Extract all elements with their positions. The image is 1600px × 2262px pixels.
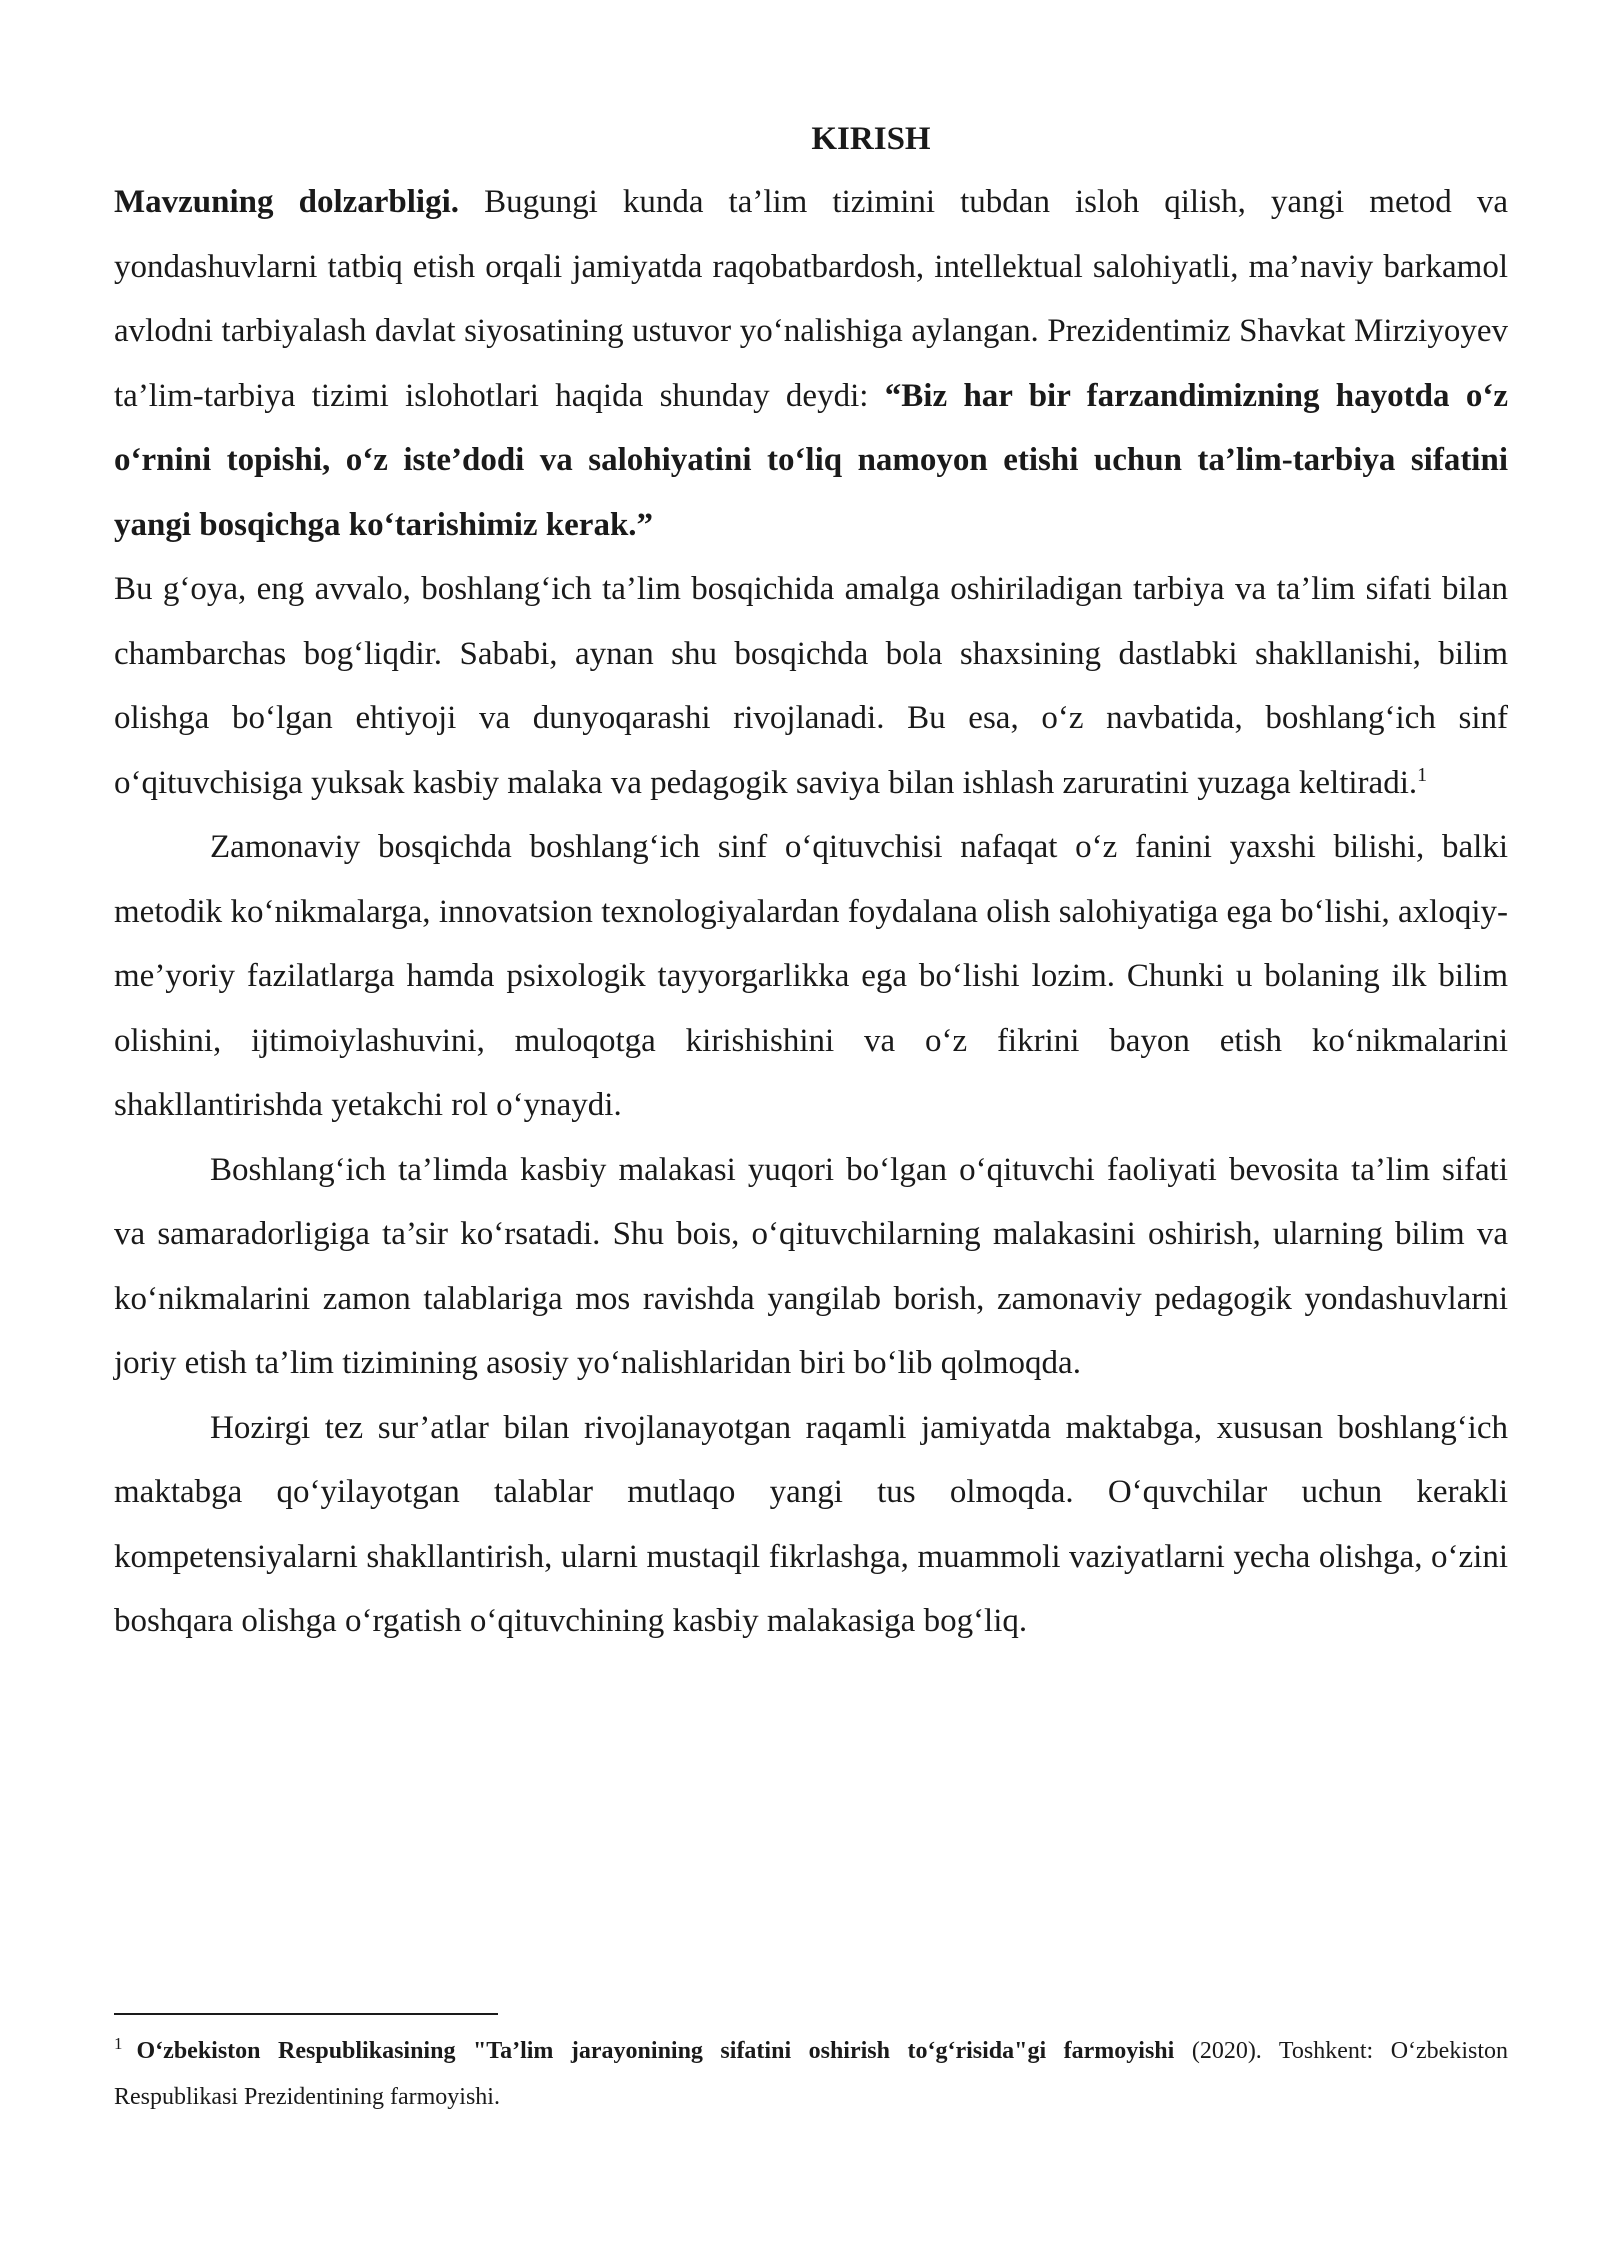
primary-education-text: Bu g‘oya, eng avvalo, boshlang‘ich ta’lim bosqichida amalga oshiriladigan tarbiya va ta’lim sifati bilan chambarchas bog‘liqdir. Sababi, aynan shu bosqichda bola shaxsining dastlabki shakllanishi, bilim olishga bo‘lgan ehtiyoji va dunyoqarashi rivojlanadi. Bu esa, o‘z navbatida, boshlang‘ich sinf o‘qituvchisiga yuksak kasbiy malaka va pedagogik saviya bilan ishlash zaruratini yuzaga keltiradi. — [114, 571, 1508, 801]
paragraph-digital-society: Hozirgi tez sur’atlar bilan rivojlanayotgan raqamli jamiyatda maktabga, xususan boshlang‘ich maktabga qo‘yilayotgan talablar mutlaqo yangi tus olmoqda. O‘quvchilar uchun kerakli kompetensiyalarni shakllantirish, ularni mustaqil fikrlashga, muammoli vaziyatlarni yecha olishga, o‘zini boshqara olishga o‘rgatish o‘qituvchining kasbiy malakasiga bog‘liq. — [114, 1409, 1508, 1639]
paragraph-professional-skill: Boshlang‘ich ta’limda kasbiy malakasi yuqori bo‘lgan o‘qituvchi faoliyati bevosita ta’lim sifati va samaradorligiga ta’sir ko‘rsatadi. Shu bois, o‘qituvchilarning malakasini oshirish, ularning bilim va ko‘nikmalarini zamon talablariga mos ravishda yangilab borish, zamonaviy pedagogik yondashuvlarni joriy etish ta’lim tizimining asosiy yo‘nalishlaridan biri bo‘lib qolmoqda. — [114, 1151, 1508, 1381]
paragraph-relevance — [114, 170, 1508, 557]
section-heading: KIRISH — [811, 121, 931, 157]
footnote — [114, 2028, 1508, 2120]
paragraph-primary-education — [114, 557, 1508, 815]
footnote-source-title: O‘zbekiston Respublikasining "Ta’lim jarayonining sifatini oshirish to‘g‘risida"gi farmoyishi — [136, 2038, 1175, 2064]
relevance-lead: Mavzuning dolzarbligi. — [114, 184, 460, 220]
footnote-source-details: (2020). Toshkent: O‘zbekiston Respublikasi Prezidentining farmoyishi. — [114, 2038, 1509, 2110]
footnote-separator — [114, 2013, 498, 2015]
relevance-text: Bugungi kunda ta’lim tizimini tubdan isloh qilish, yangi metod va yondashuvlarni tatbiq etish orqali jamiyatda raqobatbardosh, intellektual salohiyatli, ma’naviy barkamol avlodni tarbiyalash davlat siyosatining ustuvor yo‘nalishiga aylangan. Prezidentimiz Shavkat Mirziyoyev ta’lim-tarbiya tizimi islohotlari haqida shunday deydi: — [114, 184, 1508, 414]
paragraph-modern-teacher: Zamonaviy bosqichda boshlang‘ich sinf o‘qituvchisi nafaqat o‘z fanini yaxshi bilishi, balki metodik ko‘nikmalarga, innovatsion texnologiyalardan foydalana olish salohiyatiga ega bo‘lishi, axloqiy-me’yoriy fazilatlarga hamda psixologik tayyorgarlikka ega bo‘lishi lozim. Chunki u bolaning ilk bilim olishini, ijtimoiylashuvini, muloqotga kirishishini va o‘z fikrini bayon etish ko‘nikmalarini shakllantirishda yetakchi rol o‘ynaydi. — [114, 829, 1508, 1123]
president-quote: “Biz har bir farzandimizning hayotda o‘z o‘rnini topishi, o‘z iste’dodi va salohiyatini to‘liq namoyon etishi uchun ta’lim-tarbiya sifatini yangi bosqichga ko‘tarishimiz kerak.” — [114, 377, 1508, 543]
footnote-number: 1 — [114, 2034, 123, 2053]
footnote-reference[interactable]: 1 — [1417, 763, 1428, 786]
document-page — [114, 108, 1508, 1654]
